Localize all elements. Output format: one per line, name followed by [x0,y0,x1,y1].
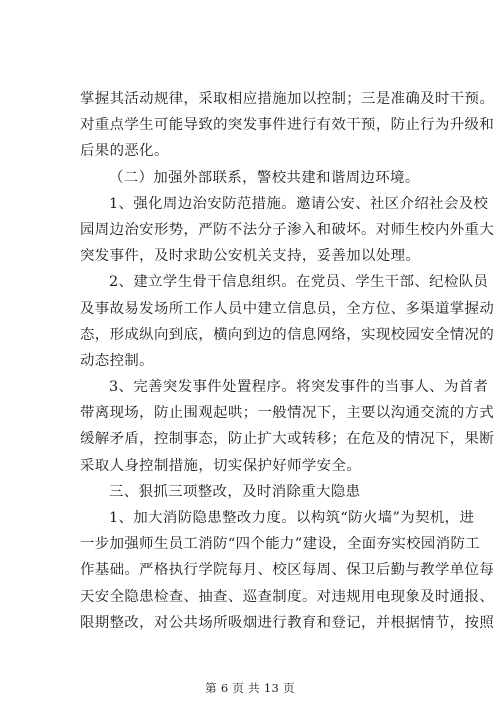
text-line: 限期整改，对公共场所吸烟进行教育和登记，并根据情节，按照 [80,614,495,631]
text-line: 3、完善突发事件处置程序。将突发事件的当事人、为首者 [109,379,489,396]
text-line: 天安全隐患检查、抽查、巡查制度。对违规用电现象及时通报、 [80,588,495,605]
text-line: 动态控制。 [80,352,154,369]
text-line: 后果的恶化。 [80,143,169,160]
text-line: 作基础。严格执行学院每月、校区每周、保卫后勤与教学单位每 [80,562,495,579]
text-line: 2、建立学生骨干信息组织。在党员、学生干部、纪检队员 [109,274,489,291]
text-line: 园周边治安形势，严防不法分子渗入和破坏。对师生校内外重大 [80,221,495,238]
text-line: 1、加大消防隐患整改力度。以构筑“防火墙”为契机，进 [109,510,475,526]
text-line: 及事故易发场所工作人员中建立信息员，全方位、多渠道掌握动 [80,300,495,317]
text-line: 对重点学生可能导致的突发事件进行有效干预，防止行为升级和 [80,117,495,134]
section-heading: （二）加强外部联系，警校共建和谐周边环境。 [109,169,420,186]
page-footer: 第 6 页 共 13 页 [205,681,295,695]
text-line: 一步加强师生员工消防“四个能力”建设，全面夯实校园消防工 [80,536,481,553]
text-line: 采取人身控制措施，切实保护好师学安全。 [80,457,362,474]
section-heading: 三、狠抓三项整改，及时消除重大隐患 [109,483,361,500]
text-line: 缓解矛盾，控制事态，防止扩大或转移；在危及的情况下，果断 [80,431,495,448]
body-text [80,86,495,636]
text-line: 1、强化周边治安防范措施。邀请公安、社区介绍社会及校 [109,195,489,212]
text-line: 态，形成纵向到底，横向到边的信息网络，实现校园安全情况的 [80,326,495,343]
text-line: 掌握其活动规律，采取相应措施加以控制；三是准确及时干预。 [80,91,495,107]
text-line: 突发事件，及时求助公安机关支持，妥善加以处理。 [80,248,421,265]
text-line: 带离现场，防止围观起哄；一般情况下，主要以沟通交流的方式 [80,405,495,422]
